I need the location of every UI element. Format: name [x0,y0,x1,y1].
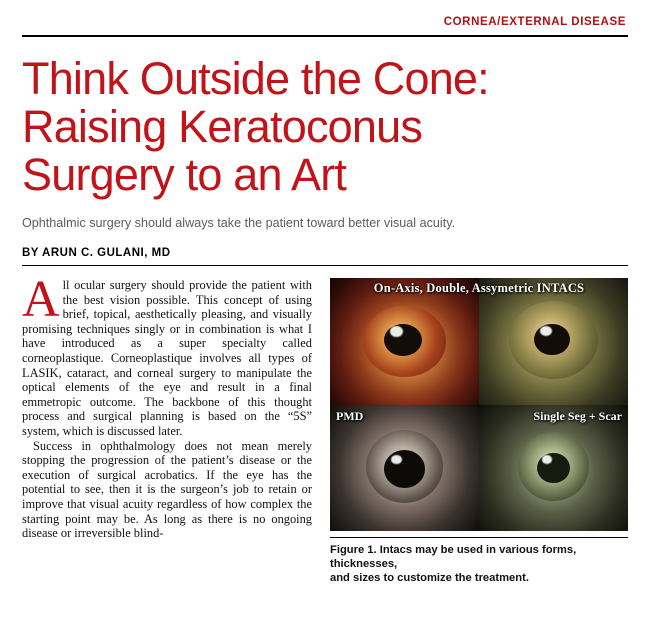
corneal-reflex-glint [542,455,552,464]
figure-cell-bottom-right [479,405,628,532]
drop-cap: A [22,271,60,328]
figure-1 [330,278,628,585]
figure-banner-label: On-Axis, Double, Assymetric INTACS [373,281,585,295]
eye-photo-top-left [330,278,479,405]
figure-cell-label-pmd: PMD [336,408,364,423]
figure-caption-line-1: Figure 1. Intacs may be used in various forms, thicknesses, [330,544,577,570]
article-byline: BY ARUN C. GULANI, MD [22,247,171,259]
figure-cell-top-right [479,278,628,405]
paragraph-1-text: ll ocular surgery should provide the patient with the best vision possible. This concept of using brief, topical, aesthetically pleasing, and visually promising techniques singly or in combination is what I have introduced as a super specialty called corneoplastique. Corneoplastique involves all types of LASIK, cataract, and corneal surgery to manipulate the optical elements of the eye and result in a final emmetropic outcome. The backbone of this thought process and surgical planning is based on the “5S” system, which is discussed later. [22,278,312,438]
figure-image-grid [330,278,628,531]
article-body-columns [22,271,628,585]
figure-cell-label-single-seg: Single Seg + Scar [533,408,622,423]
paragraph-2: Success in ophthalmology does not mean merely stopping the progression of the patient’s disease or the execution of surgical acrobatics. If the eye has the potential to see, then it is the surgeon’s job to retain or improve that visual acuity regardless of how complex the starting point may be. As long as there is no ongoing disease or irreversible blind- [22,438,312,541]
figure-column [330,278,628,585]
figure-caption-line-2: and sizes to customize the treatment. [330,572,529,584]
headline-line-3: Surgery to an Art [22,149,347,200]
article-text [22,271,312,541]
header-divider [22,35,628,37]
text-column [22,271,312,585]
section-kicker: CORNEA/EXTERNAL DISEASE [443,16,626,28]
figure-cell-bottom-left [330,405,479,532]
eye-photo-top-right [479,278,628,405]
paragraph-1 [22,271,312,439]
caption-divider [330,537,628,538]
article-deck: Ophthalmic surgery should always take the patient toward better visual acuity. [22,216,456,230]
figure-caption [330,537,628,585]
corneal-reflex-glint [391,455,401,464]
byline-divider [22,265,628,266]
page-title [22,55,628,199]
headline-line-2: Raising Keratoconus [22,101,423,152]
figure-cell-top-left [330,278,479,405]
headline-line-1: Think Outside the Cone: [22,53,489,104]
pupil-shape [384,450,426,488]
